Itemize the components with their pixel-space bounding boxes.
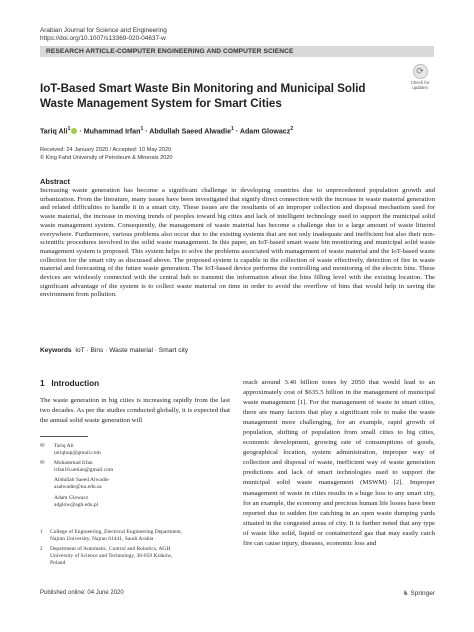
author-contacts: ✉ Tariq Ali tariqhup@gmail.com ✉ Muhammad Irfan irfan16.uetian@gmail.com Abdullah Saeed Alwadie asalwadie@nu.edu.sa Adam Glowacz adglow@agh.edu.pl: [40, 443, 230, 509]
article-dates: Received: 24 January 2020 / Accepted: 10 May 2020 © King Fahd University of Petroleum & Minerals 2020: [40, 147, 173, 161]
author-list: Tariq Ali$^1$ · Muhammad Irfan$^1$ · Abdullah Saeed Alwadie$^1$ · Adam Glowacz$^2$: [40, 126, 294, 136]
springer-horse-icon: ♞: [402, 589, 409, 597]
keywords-label: Keywords: [40, 347, 72, 354]
check-for-updates-badge[interactable]: ⟳ Check for updates: [410, 66, 430, 90]
keyword: Bins: [90, 347, 104, 354]
author-name: Muhammad Irfan: [83, 127, 141, 136]
page-footer: [40, 590, 435, 596]
intro-left-column: The waste generation in big cities is increasing rapidly from the last two decades. As per the studies conducted globally, it is expected that the annual solid waste generation will: [40, 397, 230, 425]
paper-title: IoT-Based Smart Waste Bin Monitoring and Municipal Solid Waste Management System for Smart Cities: [40, 82, 366, 110]
publisher-logo: ♞ Springer: [402, 589, 435, 597]
abstract-heading: Abstract: [40, 177, 70, 186]
refresh-icon: ⟳: [413, 64, 428, 79]
published-date: Published online: 04 June 2020: [40, 590, 124, 596]
email-link[interactable]: adglow@agh.edu.pl: [54, 501, 99, 508]
keyword: IoT: [75, 347, 85, 354]
keyword: Smart city: [158, 347, 189, 354]
author-name: Adam Glowacz: [239, 127, 291, 136]
article-type-banner: RESEARCH ARTICLE-COMPUTER ENGINEERING AND COMPUTER SCIENCE: [40, 46, 434, 57]
section-title: Introduction: [51, 379, 100, 388]
footnote-divider: [40, 436, 88, 437]
affiliations: 1 College of Engineering, Electrical Engineering Department, Najran University, Najran 61441, Saudi Arabia 2 Department of Automatic, Control and Robotics, AGH University of Science and Technology, 30-059 Kraków, Poland: [40, 529, 183, 567]
email-link[interactable]: tariqhup@gmail.com: [54, 450, 101, 457]
section-number: 1: [40, 379, 45, 388]
author-name: Tariq Ali: [40, 127, 68, 136]
journal-name: Arabian Journal for Science and Engineering: [40, 27, 167, 34]
email-link[interactable]: irfan16.uetian@gmail.com: [54, 467, 114, 474]
email-icon: ✉: [40, 443, 45, 449]
journal-header: [40, 27, 167, 43]
abstract-text: Increasing waste generation has become a significant challenge in developing countries due to unprecedented population growth and urbanization. From the literature, many issues have been investigated that signify direct connection with the increase in waste material generation and related difficulties to handle it in a smart city. These issues are the resultants of an improper collection and disposal mechanism used for waste material, the increase in moving trends of peoples toward big cities and lack of intelligent technology used to support the municipal solid waste management system. Consequently, the management of waste material has become a challenge due to a large amount of waste littered everywhere. Furthermore, various problems also occur due to the existing systems that are not only inadequate and inefficient but also their non-scientific procedures involved in the solid waste management. In this paper, an IoT-based smart waste bin monitoring and municipal solid waste management system is proposed. This system helps to solve the problems associated with management of waste material and the IoT-based waste collection for the smart city as discussed above. The proposed system is capable in the collection of waste effectively, detection of fire in waste material and forecasting of the future waste generation. The IoT-based device performs the controlling and monitoring of the electric bins. These devices are wirelessly connected with the central hub to transmit the information about the bins filling level with the existing location. The significant advantage of the system is to collect waste material on time in order to avoid the overflow of bins that would help in saving the environment from pollution.: [40, 187, 435, 299]
intro-right-column: reach around 3.40 billion tones by 2050 that would lead to an approximately cost of $635.5 billion in the management of municipal waste management [1]. For the management of waste in smart cities, there are many factors that play a significant role to make the waste management more challenging, for an example, rapid growth of population, shifting of population from small cities to big cities, economic development, growing rate of consumptions of goods, geographical location, system administration, improper way of collection and disposal of waste, inefficient way of waste generation predictions and lack of smart technologies used to support the municipal solid waste management (MSWM) [2]. Improper management of waste in cities results in a huge loss to any smart city, for an example, the economy and precious human life losses have been reported due to sudden fire catching in an open waste dumping yards situated in the congested areas of city. It is further noted that any type of waste like solid, liquid or containerized gas that may easily catch fire can cause injury, diseases, economic loss and: [243, 379, 435, 547]
section-heading: [40, 379, 99, 388]
orcid-icon[interactable]: [71, 128, 77, 134]
keywords: Keywords IoT · Bins · Waste material · Smart city: [40, 347, 189, 354]
email-link[interactable]: asalwadie@nu.edu.sa: [54, 484, 102, 491]
author-name: Abdullah Saeed Alwadie: [149, 127, 232, 136]
email-icon: ✉: [40, 460, 45, 467]
keyword: Waste material: [109, 347, 153, 354]
doi-link[interactable]: https://doi.org/10.1007/s13369-020-04637-w: [40, 35, 166, 42]
